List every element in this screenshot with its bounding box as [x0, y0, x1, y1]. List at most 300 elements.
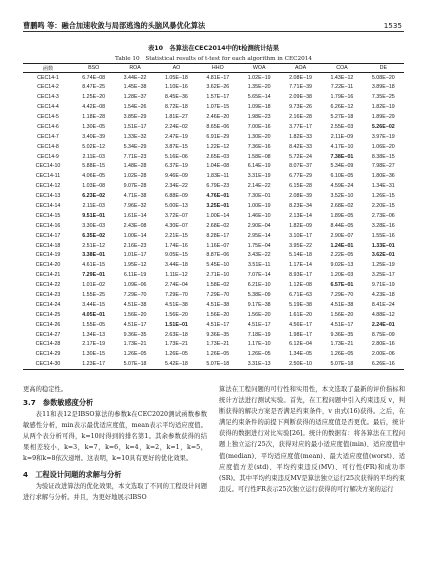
p-value-cell: 8.75E−09 [371, 331, 395, 338]
p-value-cell: 1.82E−19 [371, 104, 395, 111]
p-value-cell: 3.95E−22 [289, 242, 312, 249]
p-value-cell: 3.89E−18 [371, 84, 395, 91]
p-value-cell: 2.80E−16 [371, 341, 395, 348]
p-value-cell: 1.33E−32 [123, 133, 147, 140]
p-value-cell: 1.82E−33 [289, 133, 312, 140]
p-value-cell: 7.29E−70 [206, 292, 230, 299]
p-value-cell: 4.42E−08 [82, 104, 106, 111]
p-value-cell: 1.26E−05 [330, 351, 354, 358]
p-value-cell: 5.27E−18 [330, 114, 354, 120]
p-value-cell: 1.79E−16 [330, 94, 354, 101]
table-row [23, 330, 404, 340]
p-value-cell: 2.08E−19 [289, 74, 312, 81]
p-value-cell: 1.43E−12 [330, 74, 354, 81]
p-value-cell: 3.40E−39 [82, 133, 106, 140]
p-value-cell: 9.05E−15 [165, 252, 188, 259]
p-value-cell: 6.37E−19 [165, 163, 188, 170]
p-value-cell: 1.58E−08 [247, 153, 271, 160]
p-value-cell: 1.00E−14 [206, 212, 230, 219]
table-row [23, 340, 404, 350]
p-value-cell: 1.01E−02 [82, 282, 106, 289]
p-value-cell: 7.00E−16 [247, 123, 271, 130]
function-name-cell: CEC14-27 [35, 331, 61, 338]
p-value-cell: 7.71E−39 [289, 84, 312, 91]
p-value-cell: 2.14E−22 [247, 183, 271, 190]
p-value-cell: 1.23E−17 [73, 359, 114, 369]
p-value-cell: 1.83E−11 [206, 173, 230, 180]
p-value-cell: 2.65E−03 [206, 153, 230, 160]
p-value-cell: 4.17E−10 [330, 143, 354, 150]
p-value-cell: 1.95E−12 [123, 262, 147, 269]
p-value-cell: 5.45E−10 [206, 262, 230, 269]
p-value-cell: 1.30E−20 [247, 133, 271, 140]
p-value-cell: 6.21E−10 [247, 282, 271, 289]
p-value-cell: 1.17E−14 [289, 262, 312, 269]
p-value-cell: 2.90E−07 [330, 232, 354, 239]
p-value-cell: 1.55E−05 [82, 321, 106, 328]
column-header-woa: WOA [239, 64, 280, 73]
header-rule [23, 31, 404, 32]
p-value-cell: 2.51E−12 [82, 242, 106, 249]
p-value-cell: 1.00E−19 [247, 203, 271, 210]
p-value-cell: 1.25E−19 [371, 262, 395, 269]
p-value-cell: 7.29E−70 [165, 292, 188, 299]
p-value-cell: 1.25E−20 [82, 94, 106, 101]
p-value-cell: 4.61E−15 [82, 262, 106, 269]
p-value-cell: 2.46E−20 [206, 114, 230, 120]
p-value-cell: 3.62E−26 [206, 84, 230, 91]
p-value-cell: 3.87E−15 [165, 143, 188, 150]
p-value-cell: 1.02E−19 [247, 74, 271, 81]
p-value-cell: 7.30E−01 [247, 193, 271, 200]
p-value-cell: 8.42E−33 [289, 143, 312, 150]
paragraph: 表11和表12是IBSO算法的参数k在CEC2020测试函数参数敏感性分析，min表示最优适应度值，mean表示平均适应度值。从两个表分析可得，k=10时得到的排名第1。其余参数获得的结果相差较小，k=3，k=7，k=6，k=4，k=2，k=1，k=5，k=9和k=8依次递增。这表明，k=10具有更好的优化效果。 [23, 411, 207, 463]
function-name-cell: CEC14-20 [35, 262, 61, 269]
p-value-cell: 3.31E−13 [239, 359, 280, 369]
p-value-cell: 5.19E−38 [289, 301, 312, 308]
p-value-cell: 1.81E−27 [165, 114, 188, 120]
p-value-cell: 1.09E−18 [247, 104, 271, 111]
table-row [23, 171, 404, 181]
p-value-cell: 4.51E−38 [165, 301, 188, 308]
table-row [23, 349, 404, 359]
function-name-cell: CEC14-26 [35, 321, 61, 328]
p-value-cell: 4.59E−24 [330, 183, 354, 190]
p-value-cell: 3.72E−07 [165, 212, 188, 219]
p-value-cell: 1.26E−05 [123, 351, 147, 358]
p-value-cell: 1.07E−15 [206, 104, 230, 111]
p-value-cell: 5.38E−09 [247, 292, 271, 299]
p-value-cell: 1.56E−20 [330, 311, 354, 318]
p-value-cell: 1.12E−08 [289, 282, 312, 289]
p-value-cell: 1.73E−21 [330, 341, 354, 348]
table-row [23, 122, 404, 132]
p-value-cell: 1.16E−07 [206, 242, 230, 249]
p-value-cell: 8.47E−25 [82, 84, 106, 91]
p-value-cell: 2.00E−06 [371, 351, 395, 358]
p-value-cell: 8.41E−24 [371, 301, 395, 308]
table-row [23, 231, 404, 241]
function-name-cell: CEC14-15 [35, 212, 61, 219]
p-value-cell: 5.34E−09 [330, 163, 354, 170]
column-header-ao: AO [156, 64, 197, 73]
function-name-cell: CEC14-11 [35, 173, 61, 180]
p-value-cell: 3.44E−15 [82, 301, 106, 308]
p-value-cell: 6.14E−19 [247, 163, 271, 170]
table-header-row [23, 64, 404, 73]
function-name-cell: CEC14-29 [35, 351, 61, 358]
p-value-cell: 2.24E−02 [165, 123, 188, 130]
table-caption-english: Table 10 Statistical results of t-test for each algorithm in CEC2014 [115, 56, 312, 62]
table-row [23, 211, 404, 221]
p-value-cell: 1.34E−05 [289, 351, 312, 358]
p-value-cell: 7.38E−01 [330, 153, 354, 160]
table-row [23, 132, 404, 142]
p-value-cell: 8.72E−18 [165, 104, 188, 111]
p-value-cell: 5.72E−24 [289, 153, 312, 160]
function-name-cell: CEC14-4 [37, 104, 59, 111]
p-value-cell: 9.17E−38 [247, 301, 271, 308]
p-value-cell: 5.16E−06 [165, 153, 188, 160]
p-value-cell: 6.15E−28 [289, 183, 312, 190]
p-value-cell: 2.16E−23 [123, 242, 147, 249]
p-value-cell: 1.30E−05 [82, 123, 106, 130]
p-value-cell: 1.34E−13 [82, 331, 106, 338]
p-value-cell: 1.54E−26 [123, 104, 147, 111]
p-value-cell: 4.76E−01 [206, 193, 230, 200]
function-name-cell: CEC14-22 [35, 282, 61, 289]
p-value-cell: 2.55E−03 [330, 123, 354, 130]
table-row [23, 73, 404, 83]
p-value-cell: 1.56E−20 [206, 311, 230, 318]
p-value-cell: 9.02E−13 [330, 262, 354, 269]
p-value-cell: 1.35E−20 [247, 84, 271, 91]
table-row [23, 82, 404, 92]
p-value-cell: 2.63E−18 [165, 331, 188, 338]
journal-article-header: 曹鹏鸣 等：融合加速收敛与局部逃逸的头脑风暴优化算法 [23, 21, 206, 30]
p-value-cell: 7.22E−11 [330, 84, 354, 91]
p-value-cell: 2.90E−04 [247, 222, 271, 229]
table-row [23, 112, 404, 122]
page-header [0, 0, 427, 40]
function-name-cell: CEC14-16 [35, 222, 61, 229]
p-value-cell: 4.05E−01 [82, 311, 106, 318]
p-value-cell: 1.17E−10 [247, 341, 271, 348]
table-row [23, 280, 404, 290]
p-value-cell: 6.10E−05 [330, 173, 354, 180]
p-value-cell: 8.45E−36 [165, 94, 188, 101]
table-row [23, 260, 404, 270]
function-name-cell: CEC14-12 [35, 183, 61, 190]
p-value-cell: 8.28E−17 [206, 232, 230, 239]
p-value-cell: 2.17E−19 [82, 341, 106, 348]
p-value-cell: 5.08E−20 [371, 74, 395, 81]
p-value-cell: 4.51E−17 [206, 321, 230, 328]
p-value-cell: 2.11E−03 [82, 153, 105, 160]
function-name-cell: CEC14-18 [35, 242, 61, 249]
page-number: 1535 [383, 21, 402, 30]
p-value-cell: 3.25E−01 [206, 203, 230, 210]
p-value-cell: 1.74E−16 [165, 242, 188, 249]
p-value-cell: 9.46E−09 [165, 173, 188, 180]
p-value-cell: 1.34E−31 [371, 183, 395, 190]
p-value-cell: 8.65E−06 [206, 123, 230, 130]
right-text-column [219, 384, 405, 495]
p-value-cell: 1.26E−05 [165, 351, 188, 358]
p-value-cell: 1.04E−08 [206, 163, 230, 170]
p-value-cell: 4.30E−07 [165, 222, 188, 229]
paragraph: 算法在工程问题的可行性和实用性，本文选取了最新的评价指标和统计方法进行测试实验。首先，在工程问题中引入约束违反 v，判断获得的解决方案是否满足约束条件，v 由式(16)获得。之后，在满足约束条件的前提下判断获得的适应度值是否更优。最后，统计获得的数据进行对比实验[26]。统计的数据有：将各算法在工程问题上独立运行25次，获得对应的最小适应度值(min)、适应度值中值(median)、平均适应度值(mean)、最大适应度值(worst)、适应度值方差(std)、平均约束违反(MV)、可行性(FR)和成功率(SR)。其中平均约束违反MV是算法独立运行25次获得的平均约束违反。可行性FR表示25次独立运行获得的可行解决方案的运行 [219, 386, 405, 493]
column-header-roa: ROA [114, 64, 155, 73]
p-value-cell: 2.47E−19 [165, 133, 188, 140]
function-name-cell: CEC14-30 [23, 359, 73, 369]
function-name-cell: CEC14-7 [37, 133, 59, 140]
p-value-cell: 1.55E−16 [371, 232, 395, 239]
table-row [23, 300, 404, 310]
p-value-cell: 3.97E−19 [371, 133, 395, 140]
p-value-cell: 7.98E−27 [371, 163, 395, 170]
p-value-cell: 9.36E−35 [123, 331, 147, 338]
p-value-cell: 2.95E−14 [247, 232, 271, 239]
table-row [23, 191, 404, 201]
function-name-cell: CEC14-25 [35, 311, 61, 318]
p-value-cell: 1.02E−28 [123, 173, 147, 180]
p-value-cell: 4.81E−17 [206, 74, 230, 81]
p-value-cell: 1.73E−21 [123, 341, 147, 348]
table-row [23, 359, 404, 369]
table-row [23, 251, 404, 261]
p-value-cell: 3.28E−16 [371, 222, 395, 229]
p-value-cell: 1.05E−18 [165, 74, 188, 81]
p-value-cell: 5.34E−29 [123, 143, 147, 150]
function-name-cell: CEC14-19 [35, 252, 61, 259]
p-value-cell: 5.65E−14 [247, 94, 271, 101]
p-value-cell: 4.71E−38 [123, 193, 147, 200]
p-value-cell: 2.34E−22 [165, 183, 188, 190]
p-value-cell: 5.07E−18 [321, 359, 362, 369]
p-value-cell: 2.68E−02 [206, 222, 230, 229]
column-header-aoa: AOA [280, 64, 321, 73]
p-value-cell: 3.25E−17 [371, 272, 395, 279]
p-value-cell: 5.02E−12 [82, 143, 106, 150]
column-header-de: DE [363, 64, 404, 73]
p-value-cell: 9.36E−35 [330, 331, 354, 338]
p-value-cell: 1.11E−12 [165, 272, 188, 279]
p-value-cell: 2.21E−15 [165, 232, 188, 239]
p-value-cell: 9.36E−35 [206, 331, 230, 338]
table-body [23, 73, 404, 370]
p-value-cell: 1.06E−20 [371, 143, 395, 150]
p-value-cell: 1.98E−23 [247, 114, 271, 120]
t-test-results-table [23, 63, 404, 370]
p-value-cell: 7.18E−19 [247, 331, 271, 338]
p-value-cell: 1.09E−06 [123, 282, 147, 289]
p-value-cell: 2.71E−10 [206, 272, 230, 279]
p-value-cell: 1.30E−15 [82, 351, 106, 358]
p-value-cell: 4.51E−17 [123, 321, 147, 328]
p-value-cell: 1.89E−29 [371, 114, 395, 120]
p-value-cell: 3.62E−01 [371, 252, 395, 259]
function-name-cell: CEC14-17 [35, 232, 61, 239]
p-value-cell: 7.71E−23 [123, 153, 147, 160]
p-value-cell: 3.10E−17 [289, 232, 312, 239]
p-value-cell: 3.44E−22 [123, 74, 147, 81]
p-value-cell: 8.38E−15 [371, 153, 395, 160]
table-row [23, 290, 404, 300]
p-value-cell: 7.29E−70 [123, 292, 147, 299]
p-value-cell: 1.33E−01 [371, 242, 395, 249]
p-value-cell: 1.03E−08 [82, 183, 106, 190]
p-value-cell: 7.35E−25 [371, 94, 395, 101]
p-value-cell: 9.73E−26 [289, 104, 312, 111]
p-value-cell: 1.28E−37 [123, 94, 147, 101]
p-value-cell: 1.80E−36 [371, 173, 395, 180]
p-value-cell: 1.75E−04 [247, 242, 271, 249]
p-value-cell: 4.51E−38 [123, 301, 147, 308]
table-row [23, 270, 404, 280]
p-value-cell: 1.56E−20 [247, 311, 271, 318]
p-value-cell: 3.77E−17 [289, 123, 312, 130]
p-value-cell: 2.16E−28 [289, 114, 312, 120]
p-value-cell: 6.11E−19 [123, 272, 147, 279]
p-value-cell: 7.36E−16 [247, 143, 271, 150]
p-value-cell: 8.87E−06 [206, 252, 230, 259]
p-value-cell: 6.71E−63 [289, 292, 312, 299]
column-header-function: 函数 [23, 64, 73, 73]
p-value-cell: 1.61E−20 [289, 311, 312, 318]
p-value-cell: 1.56E−20 [123, 311, 147, 318]
p-value-cell: 3.52E−10 [330, 193, 354, 200]
column-header-coa: COA [321, 64, 362, 73]
p-value-cell: 5.07E−18 [114, 359, 155, 369]
p-value-cell: 1.10E−16 [165, 84, 188, 91]
p-value-cell: 4.56E−17 [289, 321, 312, 328]
p-value-cell: 1.20E−03 [330, 272, 354, 279]
column-header-bso: BSO [73, 64, 114, 73]
function-name-cell: CEC14-3 [37, 94, 59, 101]
function-name-cell: CEC14-5 [37, 114, 59, 120]
p-value-cell: 4.88E−12 [371, 311, 395, 318]
table-row [23, 181, 404, 191]
p-value-cell: 9.51E−01 [82, 212, 106, 219]
table-caption-chinese: 表10 各算法在CEC2014中的t检测统计结果 [148, 45, 279, 52]
function-name-cell: CEC14-8 [37, 143, 59, 150]
function-name-cell: CEC14-13 [35, 193, 61, 200]
p-value-cell: 1.01E−17 [123, 252, 147, 259]
p-value-cell: 5.26E−02 [371, 123, 395, 130]
p-value-cell: 4.51E−38 [330, 301, 354, 308]
table-row [23, 201, 404, 211]
function-name-cell: CEC14-14 [35, 203, 61, 210]
p-value-cell: 1.26E−05 [206, 351, 230, 358]
p-value-cell: 2.08E−39 [289, 193, 312, 200]
p-value-cell: 8.07E−37 [289, 163, 312, 170]
column-header-hho: HHO [197, 64, 238, 73]
table-row [23, 320, 404, 330]
p-value-cell: 3.30E−03 [82, 222, 106, 229]
p-value-cell: 2.22E−05 [330, 252, 354, 259]
p-value-cell: 6.57E−01 [330, 282, 354, 289]
table-row [23, 221, 404, 231]
function-name-cell: CEC14-6 [37, 123, 59, 130]
p-value-cell: 1.89E−05 [330, 212, 354, 219]
p-value-cell: 5.00E−13 [165, 203, 188, 210]
p-value-cell: 6.35E−02 [82, 232, 106, 239]
p-value-cell: 8.23E−34 [289, 203, 312, 210]
p-value-cell: 2.43E−08 [123, 222, 147, 229]
p-value-cell: 4.23E−18 [371, 292, 395, 299]
p-value-cell: 4.51E−17 [330, 321, 354, 328]
p-value-cell: 6.12E−04 [289, 341, 312, 348]
table-row [23, 310, 404, 320]
p-value-cell: 2.11E−09 [330, 133, 354, 140]
paragraph: 为验证改进算法的优化效果，本文选取了不同的工程设计问题进行求解与分析。并且，为更好地展示IBSO [23, 482, 207, 501]
p-value-cell: 4.51E−17 [247, 321, 271, 328]
function-name-cell: CEC14-2 [37, 84, 59, 91]
p-value-cell: 1.48E−28 [123, 163, 147, 170]
p-value-cell: 2.11E−03 [82, 203, 105, 210]
p-value-cell: 7.07E−14 [247, 272, 271, 279]
p-value-cell: 1.51E−01 [165, 321, 188, 328]
p-value-cell: 1.56E−20 [165, 311, 188, 318]
function-name-cell: CEC14-10 [35, 163, 61, 170]
p-value-cell: 1.57E−17 [206, 94, 230, 101]
p-value-cell: 6.26E−12 [330, 104, 354, 111]
p-value-cell: 6.23E−02 [82, 193, 106, 200]
p-value-cell: 5.07E−18 [197, 359, 238, 369]
function-name-cell: CEC14-24 [35, 301, 61, 308]
p-value-cell: 1.51E−17 [123, 123, 147, 130]
p-value-cell: 3.38E−01 [82, 252, 106, 259]
p-value-cell: 4.06E−05 [82, 173, 106, 180]
table-row [23, 142, 404, 152]
p-value-cell: 2.13E−14 [289, 212, 312, 219]
function-name-cell: CEC14-21 [35, 272, 61, 279]
p-value-cell: 2.74E−04 [165, 282, 188, 289]
p-value-cell: 5.88E−15 [82, 163, 106, 170]
table-row [23, 152, 404, 162]
p-value-cell: 2.73E−06 [371, 212, 395, 219]
p-value-cell: 5.42E−18 [156, 359, 197, 369]
p-value-cell: 9.71E−19 [371, 282, 395, 289]
table-row [23, 241, 404, 251]
function-name-cell: CEC14-23 [35, 292, 61, 299]
p-value-cell: 1.46E−10 [247, 212, 271, 219]
p-value-cell: 6.26E−16 [363, 359, 404, 369]
p-value-cell: 6.91E−29 [206, 133, 230, 140]
p-value-cell: 1.82E−09 [289, 222, 312, 229]
p-value-cell: 1.55E−25 [82, 292, 106, 299]
p-value-cell: 3.44E−18 [165, 262, 188, 269]
p-value-cell: 6.77E−29 [289, 173, 312, 180]
p-value-cell: 6.79E−23 [206, 183, 230, 190]
left-text-column [23, 384, 207, 503]
p-value-cell: 4.51E−38 [206, 301, 230, 308]
paragraph: 更高的稳定性。 [23, 386, 68, 393]
p-value-cell: 7.96E−32 [123, 203, 147, 210]
p-value-cell: 1.24E−01 [330, 242, 354, 249]
p-value-cell: 3.43E−22 [247, 252, 271, 259]
p-value-cell: 1.22E−12 [206, 143, 230, 150]
table-row [23, 162, 404, 172]
p-value-cell: 3.51E−11 [247, 262, 271, 269]
p-value-cell: 1.45E−38 [123, 84, 147, 91]
p-value-cell: 1.58E−02 [206, 282, 230, 289]
p-value-cell: 5.14E−18 [289, 252, 312, 259]
p-value-cell: 7.29E−01 [82, 272, 106, 279]
p-value-cell: 2.50E−10 [280, 359, 321, 369]
p-value-cell: 7.29E−70 [330, 292, 354, 299]
